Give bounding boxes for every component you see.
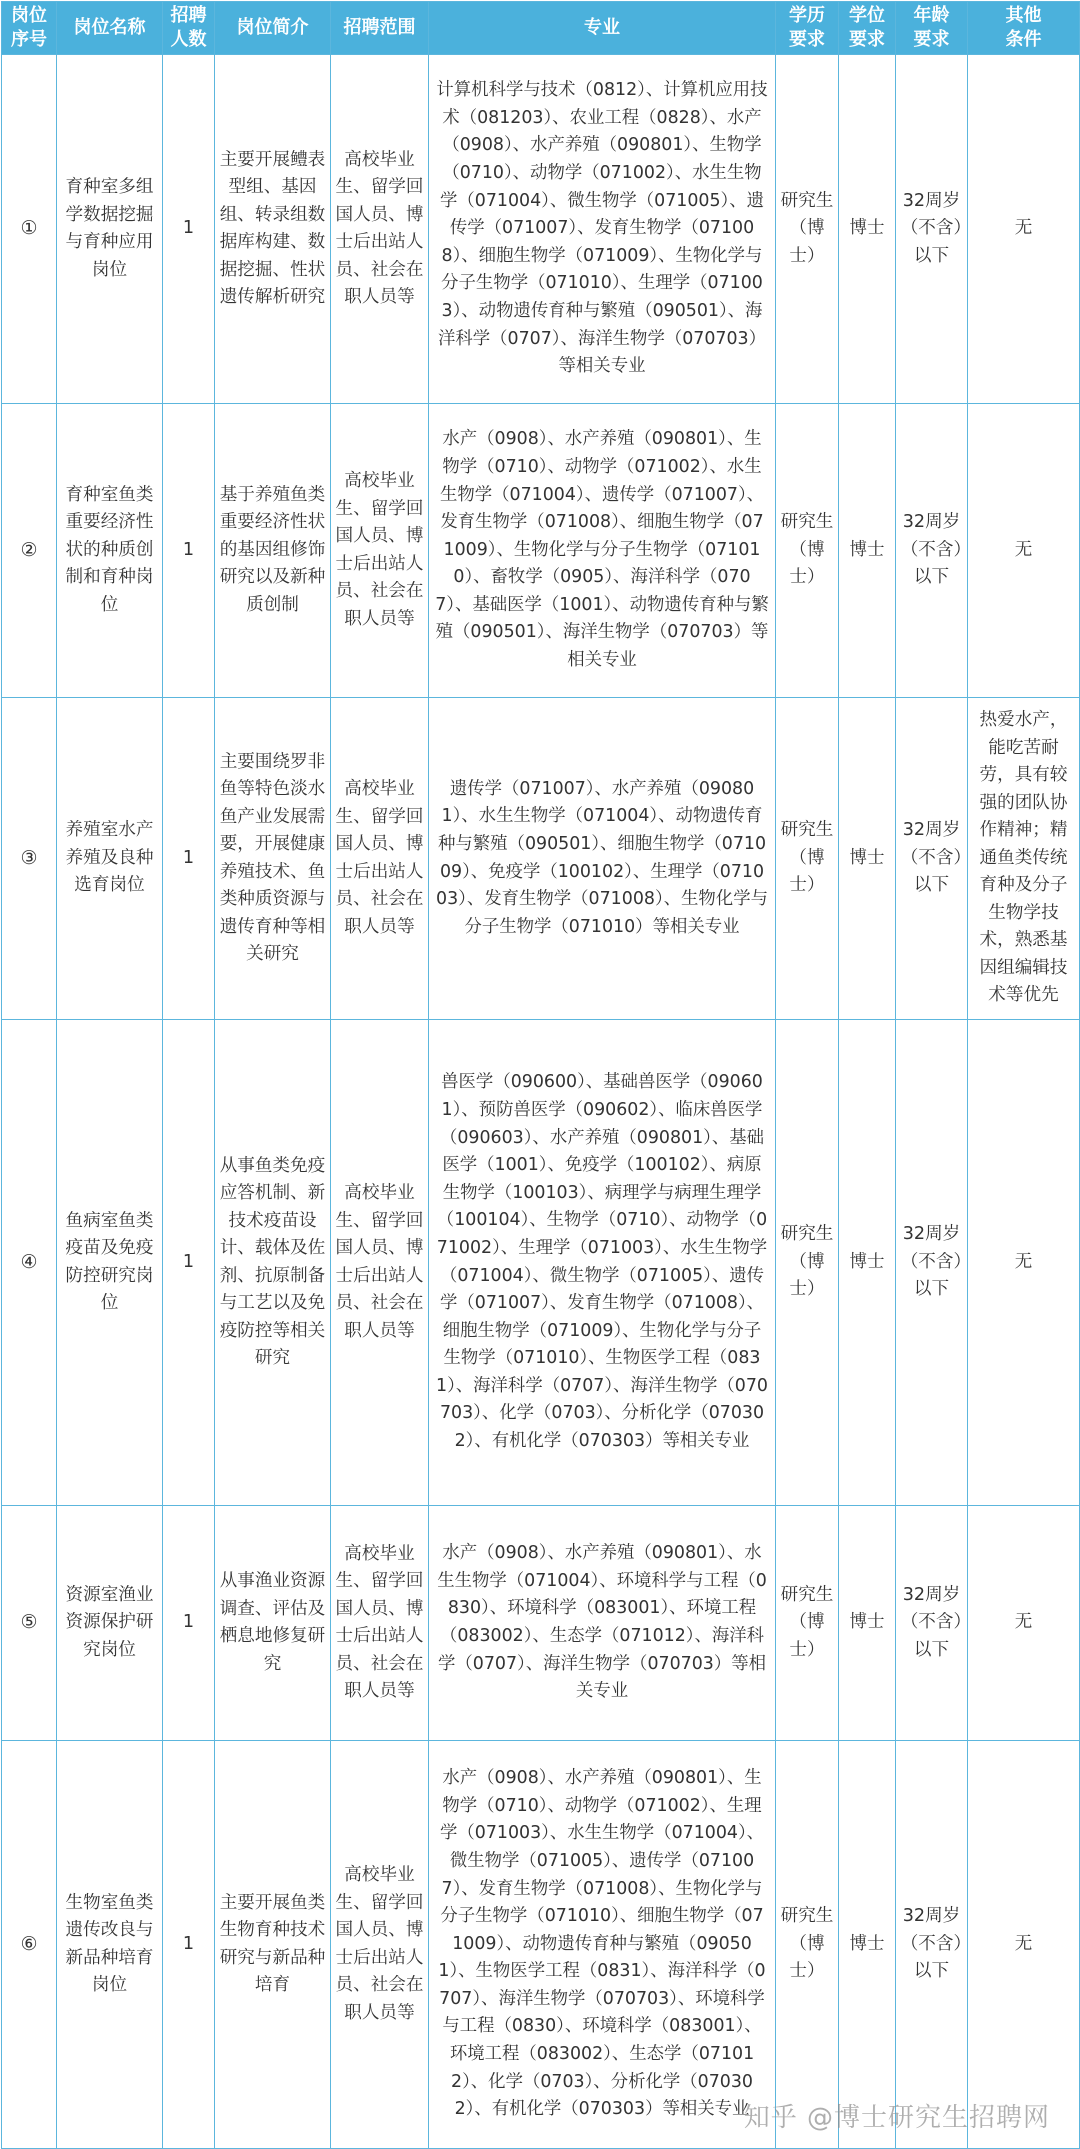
- cell-other: 无: [968, 404, 1080, 698]
- cell-edu: 研究生（博士）: [776, 1741, 839, 2149]
- cell-intro: 主要开展鱼类生物育种技术研究与新品种培育: [215, 1741, 331, 2149]
- table-row: [2, 1506, 1080, 1741]
- cell-name: 资源室渔业资源保护研究岗位: [57, 1506, 163, 1741]
- cell-edu: 研究生（博士）: [776, 55, 839, 404]
- cell-scope: 高校毕业生、留学回国人员、博士后出站人员、社会在职人员等: [331, 404, 429, 698]
- recruitment-table: [1, 1, 1080, 2149]
- cell-scope: 高校毕业生、留学回国人员、博士后出站人员、社会在职人员等: [331, 1741, 429, 2149]
- cell-edu: 研究生（博士）: [776, 1506, 839, 1741]
- cell-major: 水产（0908）、水产养殖（090801）、水生生物学（071004）、环境科学与工程（0830）、环境科学（083001）、环境工程（083002）、生态学（071012）、海洋科学（0707）、海洋生物学（070703）等相关专业: [429, 1506, 776, 1741]
- cell-other: 无: [968, 1741, 1080, 2149]
- table-row: [2, 698, 1080, 1020]
- watermark-text: 知乎 @博士研究生招聘网: [743, 2103, 1050, 2133]
- cell-major: 兽医学（090600）、基础兽医学（090601）、预防兽医学（090602）、临床兽医学（090603）、水产养殖（090801）、基础医学（1001）、免疫学（100102）、病原生物学（100103）、病理学与病理生理学（100104）、生物学（0710）、动物学（071002）、生理学（071003）、水生生物学（071004）、微生物学（071005）、遗传学（071007）、发育生物学（071008）、细胞生物学（071009）、生物化学与分子生物学（071010）、生物医学工程（0831）、海洋科学（0707）、海洋生物学（070703）、化学（0703）、分析化学（070302）、有机化学（070303）等相关专业: [429, 1020, 776, 1506]
- header-serial: 岗位 序号: [2, 2, 57, 55]
- cell-name: 生物室鱼类遗传改良与新品种培育岗位: [57, 1741, 163, 2149]
- cell-age: 32周岁（不含）以下: [896, 55, 968, 404]
- cell-age: 32周岁（不含）以下: [896, 1506, 968, 1741]
- cell-serial: ⑥: [2, 1741, 57, 2149]
- header-other: 其他 条件: [968, 2, 1080, 55]
- cell-other: 无: [968, 55, 1080, 404]
- cell-other: 无: [968, 1506, 1080, 1741]
- cell-name: 育种室鱼类重要经济性状的种质创制和育种岗位: [57, 404, 163, 698]
- cell-degree: 博士: [839, 55, 896, 404]
- cell-other: 热爱水产，能吃苦耐劳，具有较强的团队协作精神；精通鱼类传统育种及分子生物学技术，熟悉基因组编辑技术等优先: [968, 698, 1080, 1020]
- cell-age: 32周岁（不含）以下: [896, 404, 968, 698]
- header-edu: 学历 要求: [776, 2, 839, 55]
- cell-major: 遗传学（071007）、水产养殖（090801）、水生生物学（071004）、动物遗传育种与繁殖（090501）、细胞生物学（071009）、免疫学（100102）、生理学（071003）、发育生物学（071008）、生物化学与分子生物学（071010）等相关专业: [429, 698, 776, 1020]
- table-row: [2, 55, 1080, 404]
- cell-count: 1: [163, 698, 215, 1020]
- cell-name: 育种室多组学数据挖掘与育种应用岗位: [57, 55, 163, 404]
- table-row: [2, 1020, 1080, 1506]
- header-scope: 招聘范围: [331, 2, 429, 55]
- header-age: 年龄 要求: [896, 2, 968, 55]
- cell-degree: 博士: [839, 1506, 896, 1741]
- cell-serial: ⑤: [2, 1506, 57, 1741]
- cell-age: 32周岁（不含）以下: [896, 698, 968, 1020]
- cell-intro: 主要开展鳢表型组、基因组、转录组数据库构建、数据挖掘、性状遗传解析研究: [215, 55, 331, 404]
- cell-edu: 研究生（博士）: [776, 1020, 839, 1506]
- cell-serial: ④: [2, 1020, 57, 1506]
- cell-intro: 主要围绕罗非鱼等特色淡水鱼产业发展需要，开展健康养殖技术、鱼类种质资源与遗传育种等相关研究: [215, 698, 331, 1020]
- cell-major: 计算机科学与技术（0812）、计算机应用技术（081203）、农业工程（0828）、水产（0908）、水产养殖（090801）、生物学（0710）、动物学（071002）、水生生物学（071004）、微生物学（071005）、遗传学（071007）、发育生物学（071008）、细胞生物学（071009）、生物化学与分子生物学（071010）、生理学（071003）、动物遗传育种与繁殖（090501）、海洋科学（0707）、海洋生物学（070703）等相关专业: [429, 55, 776, 404]
- cell-degree: 博士: [839, 1741, 896, 2149]
- cell-intro: 从事渔业资源调查、评估及栖息地修复研究: [215, 1506, 331, 1741]
- cell-edu: 研究生（博士）: [776, 404, 839, 698]
- cell-scope: 高校毕业生、留学回国人员、博士后出站人员、社会在职人员等: [331, 1506, 429, 1741]
- header-name: 岗位名称: [57, 2, 163, 55]
- cell-age: 32周岁（不含）以下: [896, 1020, 968, 1506]
- cell-serial: ③: [2, 698, 57, 1020]
- cell-major: 水产（0908）、水产养殖（090801）、生物学（0710）、动物学（071002）、水生生物学（071004）、遗传学（071007）、发育生物学（071008）、细胞生物学（071009）、生物化学与分子生物学（071010）、畜牧学（0905）、海洋科学（0707）、基础医学（1001）、动物遗传育种与繁殖（090501）、海洋生物学（070703）等相关专业: [429, 404, 776, 698]
- cell-count: 1: [163, 1741, 215, 2149]
- cell-intro: 基于养殖鱼类重要经济性状的基因组修饰研究以及新种质创制: [215, 404, 331, 698]
- cell-count: 1: [163, 404, 215, 698]
- cell-name: 鱼病室鱼类疫苗及免疫防控研究岗位: [57, 1020, 163, 1506]
- cell-count: 1: [163, 55, 215, 404]
- cell-scope: 高校毕业生、留学回国人员、博士后出站人员、社会在职人员等: [331, 698, 429, 1020]
- cell-serial: ①: [2, 55, 57, 404]
- cell-name: 养殖室水产养殖及良种选育岗位: [57, 698, 163, 1020]
- table-row: [2, 1741, 1080, 2149]
- header-count: 招聘 人数: [163, 2, 215, 55]
- cell-degree: 博士: [839, 404, 896, 698]
- cell-scope: 高校毕业生、留学回国人员、博士后出站人员、社会在职人员等: [331, 1020, 429, 1506]
- header-major: 专业: [429, 2, 776, 55]
- cell-major: 水产（0908）、水产养殖（090801）、生物学（0710）、动物学（071002）、生理学（071003）、水生生物学（071004）、微生物学（071005）、遗传学（071007）、发育生物学（071008）、生物化学与分子生物学（071010）、细胞生物学（071009）、动物遗传育种与繁殖（090501）、生物医学工程（0831）、海洋科学（0707）、海洋生物学（070703）、环境科学与工程（0830）、环境科学（083001）、环境工程（083002）、生态学（071012）、化学（0703）、分析化学（070302）、有机化学（070303）等相关专业: [429, 1741, 776, 2149]
- cell-degree: 博士: [839, 698, 896, 1020]
- header-degree: 学位 要求: [839, 2, 896, 55]
- cell-degree: 博士: [839, 1020, 896, 1506]
- cell-count: 1: [163, 1506, 215, 1741]
- cell-intro: 从事鱼类免疫应答机制、新技术疫苗设计、载体及佐剂、抗原制备与工艺以及免疫防控等相关研究: [215, 1020, 331, 1506]
- table-row: [2, 404, 1080, 698]
- cell-other: 无: [968, 1020, 1080, 1506]
- header-row: [2, 2, 1080, 55]
- cell-age: 32周岁（不含）以下: [896, 1741, 968, 2149]
- header-intro: 岗位简介: [215, 2, 331, 55]
- cell-count: 1: [163, 1020, 215, 1506]
- cell-scope: 高校毕业生、留学回国人员、博士后出站人员、社会在职人员等: [331, 55, 429, 404]
- cell-edu: 研究生（博士）: [776, 698, 839, 1020]
- cell-serial: ②: [2, 404, 57, 698]
